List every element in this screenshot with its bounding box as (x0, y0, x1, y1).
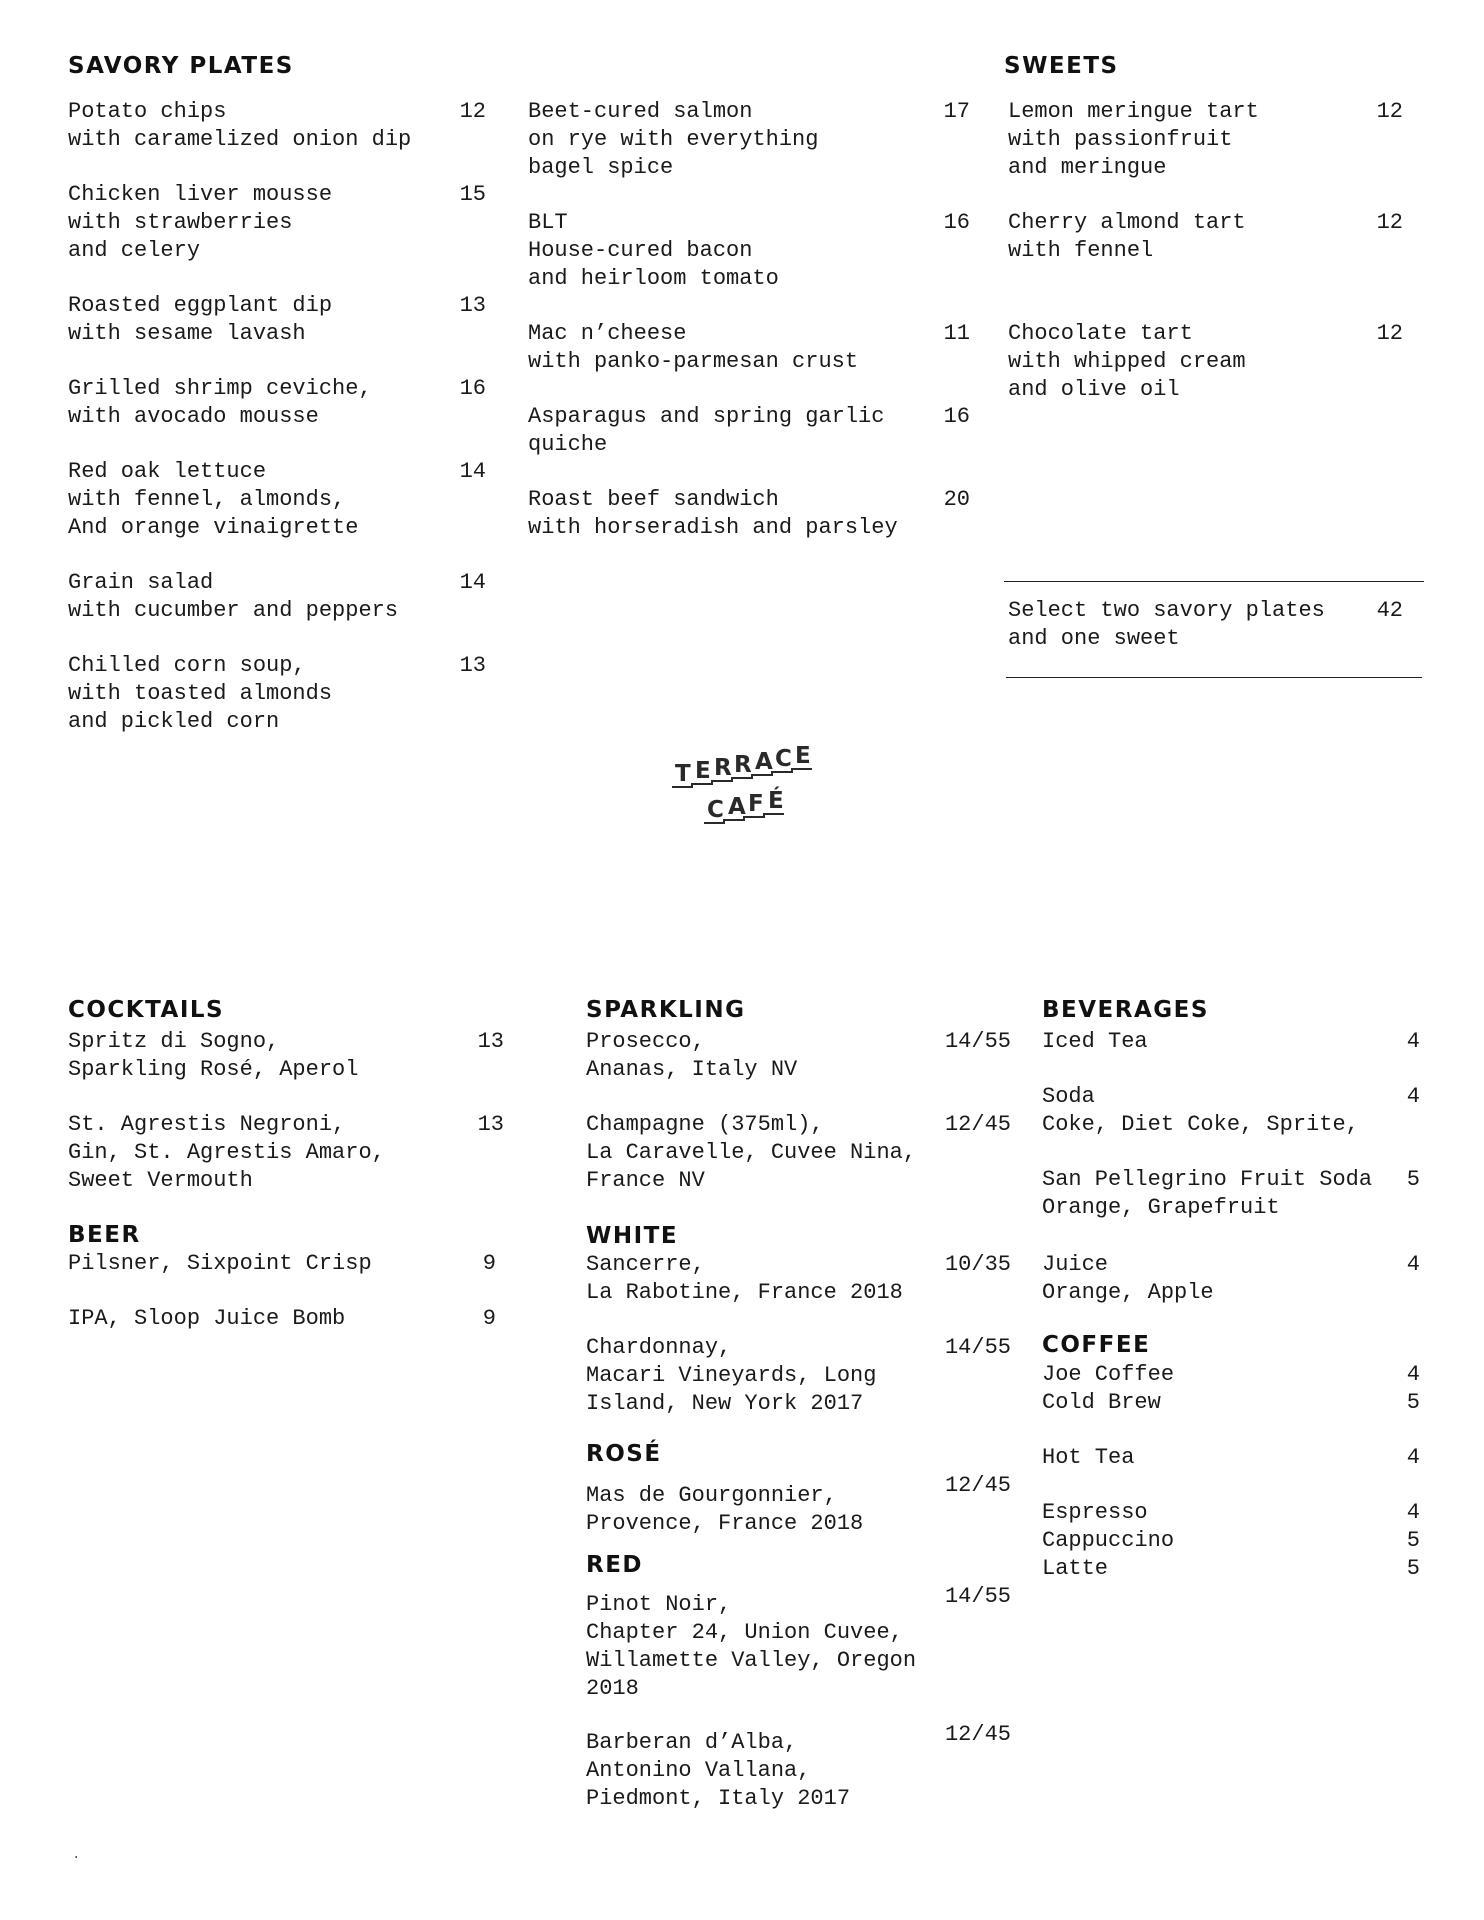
item-description: Hot Tea (1042, 1445, 1135, 1470)
item-price: 12/45 (944, 1112, 1011, 1137)
item-description: Juice Orange, Apple (1042, 1252, 1214, 1305)
item-price: 4 (1406, 1445, 1420, 1470)
item-price: 16 (943, 210, 970, 235)
menu-item-beet-cured-salmon (528, 98, 970, 182)
menu-item-blt (528, 209, 970, 293)
menu-item-roasted-eggplant-dip (68, 292, 486, 348)
menu-item-spritz-di-sogno (68, 1028, 504, 1084)
item-price: 4 5 5 (1406, 1500, 1420, 1581)
prix-fixe-bottom-rule (1006, 677, 1422, 678)
cocktails-heading: COCKTAILS (68, 997, 225, 1023)
menu-item-ipa (68, 1305, 496, 1333)
menu-item-pinot-noir (586, 1583, 1011, 1703)
logo-letter: R (714, 755, 732, 781)
terrace-cafe-logo (660, 735, 830, 835)
item-price: 10/35 (944, 1252, 1011, 1277)
item-price: 15 (459, 182, 486, 207)
item-description: Roast beef sandwich with horseradish and parsley (528, 487, 898, 540)
item-price: 12 (459, 99, 486, 124)
logo-letter: É (768, 788, 784, 814)
item-price: 16 (943, 404, 970, 429)
menu-item-coffee-cold-brew (1042, 1361, 1420, 1417)
savory-plates-heading: SAVORY PLATES (68, 53, 294, 79)
terrace-cafe-logo-mark (660, 735, 830, 835)
item-description: Barberan d’Alba, Antonino Vallana, Piedmont, Italy 2017 (586, 1730, 851, 1811)
item-description: Chicken liver mousse with strawberries and celery (68, 182, 333, 263)
menu-item-asparagus-quiche (528, 403, 970, 459)
menu-item-potato-chips (68, 98, 486, 154)
item-price: 4 (1406, 1252, 1420, 1277)
item-description: St. Agrestis Negroni, Gin, St. Agrestis Amaro, Sweet Vermouth (68, 1112, 385, 1193)
item-description: Grilled shrimp ceviche, with avocado mousse (68, 376, 372, 429)
item-price: 14/55 (944, 1029, 1011, 1054)
item-price: 9 (482, 1306, 496, 1331)
item-price: 12 (1376, 99, 1403, 124)
item-price: 9 (482, 1251, 496, 1276)
logo-letter: E (695, 758, 711, 784)
item-description: Chilled corn soup, with toasted almonds and pickled corn (68, 653, 333, 734)
item-price: 20 (943, 487, 970, 512)
menu-item-lemon-meringue-tart (1008, 98, 1403, 182)
menu-item-st-agrestis-negroni (68, 1111, 504, 1195)
item-description: Pilsner, Sixpoint Crisp (68, 1251, 372, 1276)
item-description: Select two savory plates and one sweet (1008, 598, 1325, 651)
item-description: Potato chips with caramelized onion dip (68, 99, 412, 152)
item-description: Cherry almond tart with fennel (1008, 210, 1246, 263)
item-price: 16 (459, 376, 486, 401)
item-price: 13 (477, 1112, 504, 1137)
item-description: Mac n’cheese with panko-parmesan crust (528, 321, 859, 374)
item-description: BLT House-cured bacon and heirloom tomato (528, 210, 779, 291)
menu-item-chardonnay (586, 1334, 1011, 1418)
item-price: 17 (943, 99, 970, 124)
menu-item-champagne (586, 1111, 1011, 1195)
menu-item-sancerre (586, 1251, 1011, 1307)
item-price: 13 (477, 1029, 504, 1054)
item-price: 42 (1376, 598, 1403, 623)
menu-item-chocolate-tart (1008, 320, 1403, 404)
item-price: 13 (459, 293, 486, 318)
item-description: Red oak lettuce with fennel, almonds, And orange vinaigrette (68, 459, 359, 540)
item-description: Spritz di Sogno, Sparkling Rosé, Aperol (68, 1029, 359, 1082)
item-price: 12 (1376, 321, 1403, 346)
menu-item-roast-beef-sandwich (528, 486, 970, 542)
menu-item-grain-salad (68, 569, 486, 625)
item-description: Espresso Cappuccino Latte (1042, 1500, 1175, 1581)
item-price: 4 5 (1406, 1362, 1420, 1415)
item-description: Prosecco, Ananas, Italy NV (586, 1029, 798, 1082)
item-price: 5 (1406, 1167, 1420, 1192)
item-description: Pinot Noir, Chapter 24, Union Cuvee, Willamette Valley, Oregon 2018 (586, 1592, 917, 1701)
menu-item-iced-tea (1042, 1028, 1420, 1056)
logo-letter: R (734, 752, 752, 778)
item-price: 11 (943, 321, 970, 346)
item-price: 12/45 (944, 1722, 1011, 1747)
sweets-heading: SWEETS (1004, 53, 1119, 79)
menu-item-chilled-corn-soup (68, 652, 486, 736)
item-description: Grain salad with cucumber and peppers (68, 570, 399, 623)
item-price: 14/55 (944, 1335, 1011, 1360)
item-price: 14 (459, 459, 486, 484)
red-heading: RED (586, 1552, 644, 1578)
menu-item-chicken-liver-mousse (68, 181, 486, 265)
menu-item-espresso-drinks (1042, 1499, 1420, 1583)
item-price: 14 (459, 570, 486, 595)
prix-fixe-top-rule (1004, 581, 1424, 582)
item-description: Beet-cured salmon on rye with everything bagel spice (528, 99, 819, 180)
item-description: Chocolate tart with whipped cream and olive oil (1008, 321, 1246, 402)
menu-item-hot-tea (1042, 1444, 1420, 1472)
logo-letter: A (728, 794, 746, 820)
item-price: 14/55 (944, 1584, 1011, 1609)
item-description: Roasted eggplant dip with sesame lavash (68, 293, 333, 346)
logo-letter: C (707, 797, 724, 823)
item-description: Lemon meringue tart with passionfruit and meringue (1008, 99, 1259, 180)
beverages-heading: BEVERAGES (1042, 997, 1209, 1023)
menu-item-san-pellegrino (1042, 1166, 1420, 1222)
menu-item-mac-n-cheese (528, 320, 970, 376)
item-description: Mas de Gourgonnier, Provence, France 2018 (586, 1483, 864, 1536)
item-description: Champagne (375ml), La Caravelle, Cuvee Nina, France NV (586, 1112, 917, 1193)
item-description: IPA, Sloop Juice Bomb (68, 1306, 346, 1331)
item-description: Asparagus and spring garlic quiche (528, 404, 885, 457)
sparkling-heading: SPARKLING (586, 997, 746, 1023)
menu-item-barberan-d-alba (586, 1721, 1011, 1813)
beer-heading: BEER (68, 1222, 141, 1248)
menu-item-soda (1042, 1083, 1420, 1139)
item-description: Soda Coke, Diet Coke, Sprite, (1042, 1084, 1359, 1137)
item-price: 12 (1376, 210, 1403, 235)
item-price: 4 (1406, 1084, 1420, 1109)
white-heading: WHITE (586, 1223, 679, 1249)
logo-letter: A (755, 749, 773, 775)
rose-heading: ROSÉ (586, 1441, 662, 1467)
menu-item-grilled-shrimp-ceviche (68, 375, 486, 431)
footer-mark: . (72, 1847, 81, 1863)
menu-item-pilsner (68, 1250, 496, 1278)
item-description: San Pellegrino Fruit Soda Orange, Grapefruit (1042, 1167, 1373, 1220)
menu-item-cherry-almond-tart (1008, 209, 1403, 265)
menu-item-mas-de-gourgonnier (586, 1472, 1011, 1538)
item-description: Chardonnay, Macari Vineyards, Long Island, New York 2017 (586, 1335, 877, 1416)
logo-letter: F (748, 791, 764, 817)
item-description: Iced Tea (1042, 1029, 1148, 1054)
menu-item-juice (1042, 1251, 1420, 1307)
item-description: Joe Coffee Cold Brew (1042, 1362, 1175, 1415)
item-price: 13 (459, 653, 486, 678)
logo-letter: T (675, 761, 691, 787)
menu-item-red-oak-lettuce (68, 458, 486, 542)
item-price: 4 (1406, 1029, 1420, 1054)
logo-letter: E (795, 743, 811, 769)
prix-fixe-offer (1008, 597, 1403, 653)
item-price: 12/45 (944, 1473, 1011, 1498)
logo-letter: C (775, 746, 792, 772)
menu-item-prosecco (586, 1028, 1011, 1084)
coffee-heading: COFFEE (1042, 1332, 1151, 1358)
item-description: Sancerre, La Rabotine, France 2018 (586, 1252, 903, 1305)
